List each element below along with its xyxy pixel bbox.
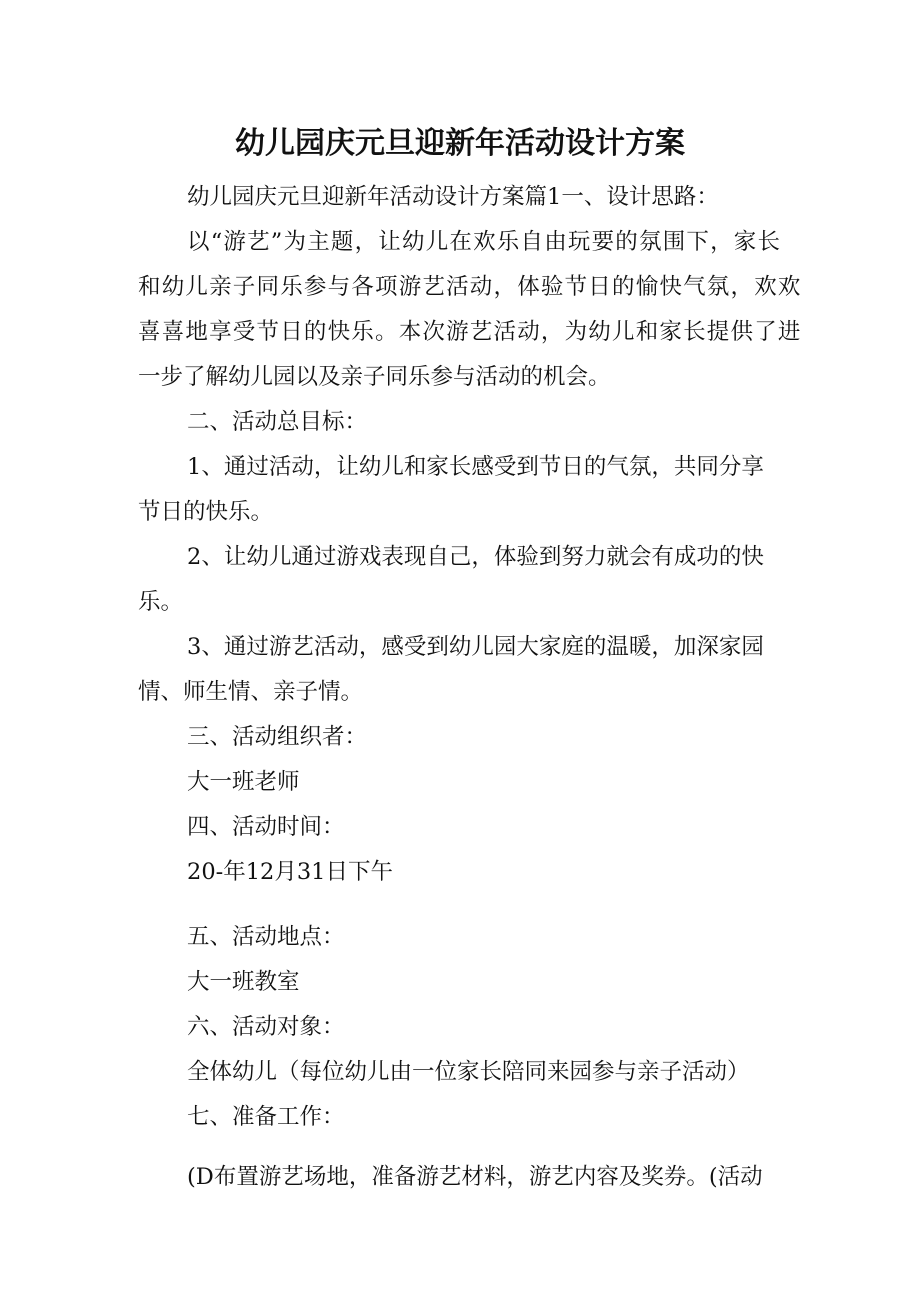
paragraph-line: (D布置游艺场地，准备游艺材料，游艺内容及奖券。(活动 — [187, 1164, 763, 1190]
section-heading: 二、活动总目标： — [187, 409, 368, 435]
paragraph-line: 情、师生情、亲子情。 — [138, 679, 364, 705]
paragraph-line: 乐。 — [138, 589, 184, 615]
paragraph-line: 喜喜地享受节日的快乐。本次游艺活动，为幼儿和家长提供了进 — [138, 319, 802, 345]
section-heading: 五、活动地点： — [187, 924, 345, 950]
document-title: 幼儿园庆元旦迎新年活动设计方案 — [235, 126, 685, 161]
paragraph-line: 3、通过游艺活动，感受到幼儿园大家庭的温暖，加深家园 — [187, 634, 764, 660]
paragraph-line: 一步了解幼儿园以及亲子同乐参与活动的机会。 — [138, 364, 611, 390]
paragraph-line: 大一班教室 — [187, 969, 300, 995]
paragraph-line: 大一班老师 — [187, 769, 300, 795]
paragraph-line: 1、通过活动，让幼儿和家长感受到节日的气氛，共同分享 — [187, 454, 764, 480]
paragraph-line: 全体幼儿（每位幼儿由一位家长陪同来园参与亲子活动） — [187, 1059, 750, 1085]
paragraph-line: 幼儿园庆元旦迎新年活动设计方案篇1一、设计思路： — [187, 184, 719, 210]
paragraph-line: 和幼儿亲子同乐参与各项游艺活动，体验节日的愉快气氛，欢欢 — [138, 274, 802, 300]
paragraph-line: 以“游艺”为主题，让幼儿在欢乐自由玩要的氛围下，家长 — [187, 229, 782, 255]
section-heading: 七、准备工作： — [187, 1104, 345, 1130]
section-heading: 六、活动对象： — [187, 1014, 345, 1040]
paragraph-line: 20-年12月31日下午 — [187, 859, 393, 885]
section-heading: 三、活动组织者： — [187, 724, 368, 750]
section-heading: 四、活动时间： — [187, 814, 345, 840]
paragraph-line: 2、让幼儿通过游戏表现自己，体验到努力就会有成功的快 — [187, 544, 764, 570]
paragraph-line: 节日的快乐。 — [138, 499, 274, 525]
